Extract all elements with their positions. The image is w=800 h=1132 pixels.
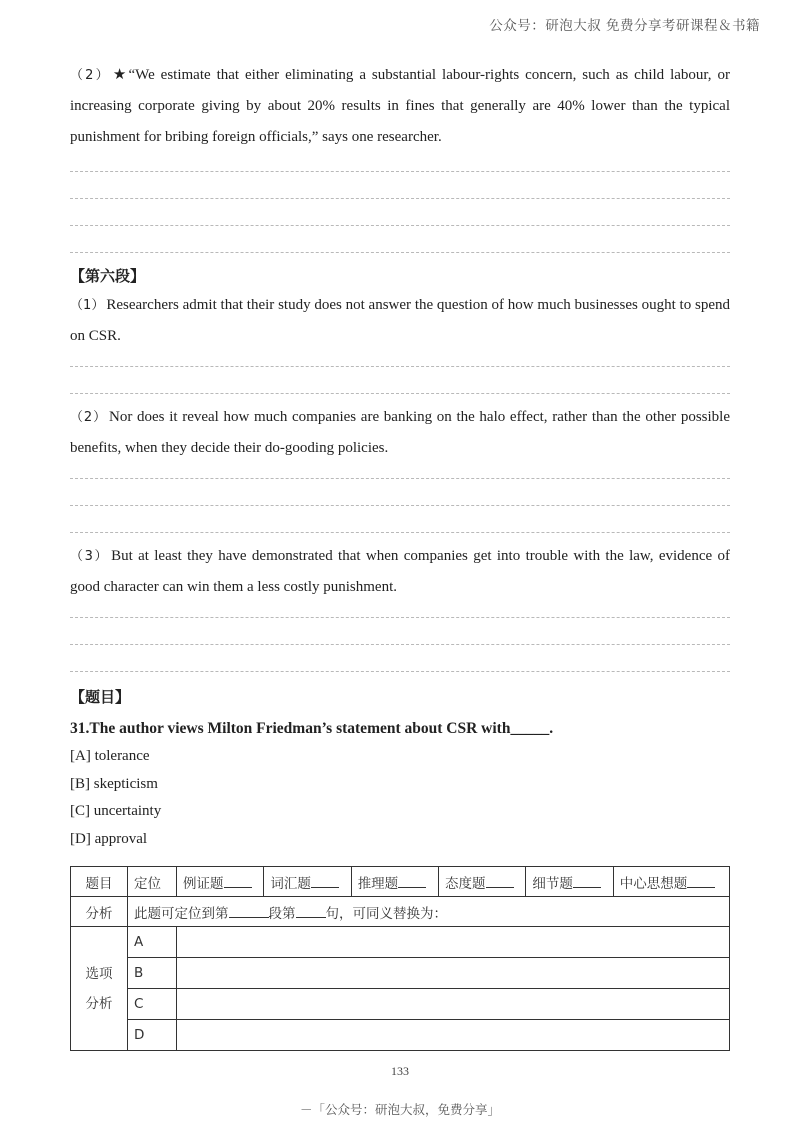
sentence-text: But at least they have demonstrated that when companies get into trouble with the law, evidence of good character can win them a less costly punishment. — [70, 548, 730, 595]
sentence-number: （3） — [70, 549, 110, 564]
option-c: [C] uncertainty — [70, 803, 162, 819]
paragraph-6-3 — [70, 541, 730, 603]
table-row-option-a — [71, 927, 730, 958]
answer-line — [70, 366, 730, 367]
question-31-title: 31.The author views Milton Friedman’s statement about CSR with_____. — [70, 720, 554, 737]
option-analysis-c — [177, 989, 730, 1020]
sentence-number: （1） — [70, 298, 105, 313]
section-heading-6: 【第六段】 — [70, 267, 146, 285]
answer-line — [70, 532, 730, 533]
sentence-number: （2） — [70, 410, 108, 425]
answer-line — [70, 225, 730, 226]
table-row-option-d — [71, 1020, 730, 1051]
answer-line — [70, 393, 730, 394]
answer-line — [70, 644, 730, 645]
type-inference: 推理题 — [351, 867, 438, 897]
option-d: [D] approval — [70, 830, 148, 847]
answer-lines — [70, 464, 730, 533]
type-example: 例证题 — [177, 867, 264, 897]
answer-line — [70, 252, 730, 253]
type-locate: 定位 — [128, 867, 177, 897]
questions-heading: 【题目】 — [70, 688, 131, 706]
option-a: [A] tolerance — [70, 748, 150, 764]
sentence-number: （2） — [70, 68, 111, 83]
sentence-text: ★“We estimate that either eliminating a substantial labour-rights concern, such as child labour, or increasing corporate giving by about 20% results in fines that generally are 40% lower than the typical punishment for bribing foreign officials,” says one researcher. — [70, 67, 730, 145]
option-letter-c: C — [128, 989, 177, 1020]
answer-lines — [70, 153, 730, 253]
paragraph-5-2 — [70, 60, 730, 153]
option-analysis-a — [177, 927, 730, 958]
row-label-question: 题目 — [71, 867, 128, 897]
answer-line — [70, 478, 730, 479]
table-row-locate — [71, 897, 730, 927]
page-number: 133 — [391, 1064, 409, 1078]
sentence-text: Researchers admit that their study does not answer the question of how much businesses ought to spend on CSR. — [70, 297, 730, 344]
analysis-table — [70, 866, 730, 1051]
option-letter-b: B — [128, 958, 177, 989]
options-analysis-label: 选项 分析 — [71, 927, 128, 1051]
answer-line — [70, 671, 730, 672]
answer-line — [70, 198, 730, 199]
type-attitude: 态度题 — [439, 867, 526, 897]
answer-lines — [70, 352, 730, 394]
locate-cell: 此题可定位到第 段第 句，可同义替换为： — [128, 897, 730, 927]
type-main-idea: 中心思想题 — [613, 867, 729, 897]
header-watermark-note: 公众号：研泡大叔 免费分享考研课程＆书籍 — [489, 18, 760, 34]
answer-line — [70, 617, 730, 618]
table-row-types — [71, 867, 730, 897]
option-letter-d: D — [128, 1020, 177, 1051]
type-vocab: 词汇题 — [264, 867, 351, 897]
answer-line — [70, 505, 730, 506]
type-detail: 细节题 — [526, 867, 613, 897]
answer-lines — [70, 603, 730, 672]
sentence-text: Nor does it reveal how much companies are banking on the halo effect, rather than the other possible benefits, when they decide their do-gooding policies. — [70, 409, 730, 456]
option-analysis-b — [177, 958, 730, 989]
row-label-analysis: 分析 — [71, 897, 128, 927]
option-analysis-d — [177, 1020, 730, 1051]
page-content — [70, 60, 730, 853]
paragraph-6-1 — [70, 290, 730, 352]
table-row-option-b — [71, 958, 730, 989]
paragraph-6-2 — [70, 402, 730, 464]
footer-watermark-note: －「公众号：研泡大叔，免费分享」 — [299, 1102, 500, 1117]
option-letter-a: A — [128, 927, 177, 958]
answer-line — [70, 171, 730, 172]
table-row-option-c — [71, 989, 730, 1020]
option-b: [B] skepticism — [70, 775, 158, 792]
